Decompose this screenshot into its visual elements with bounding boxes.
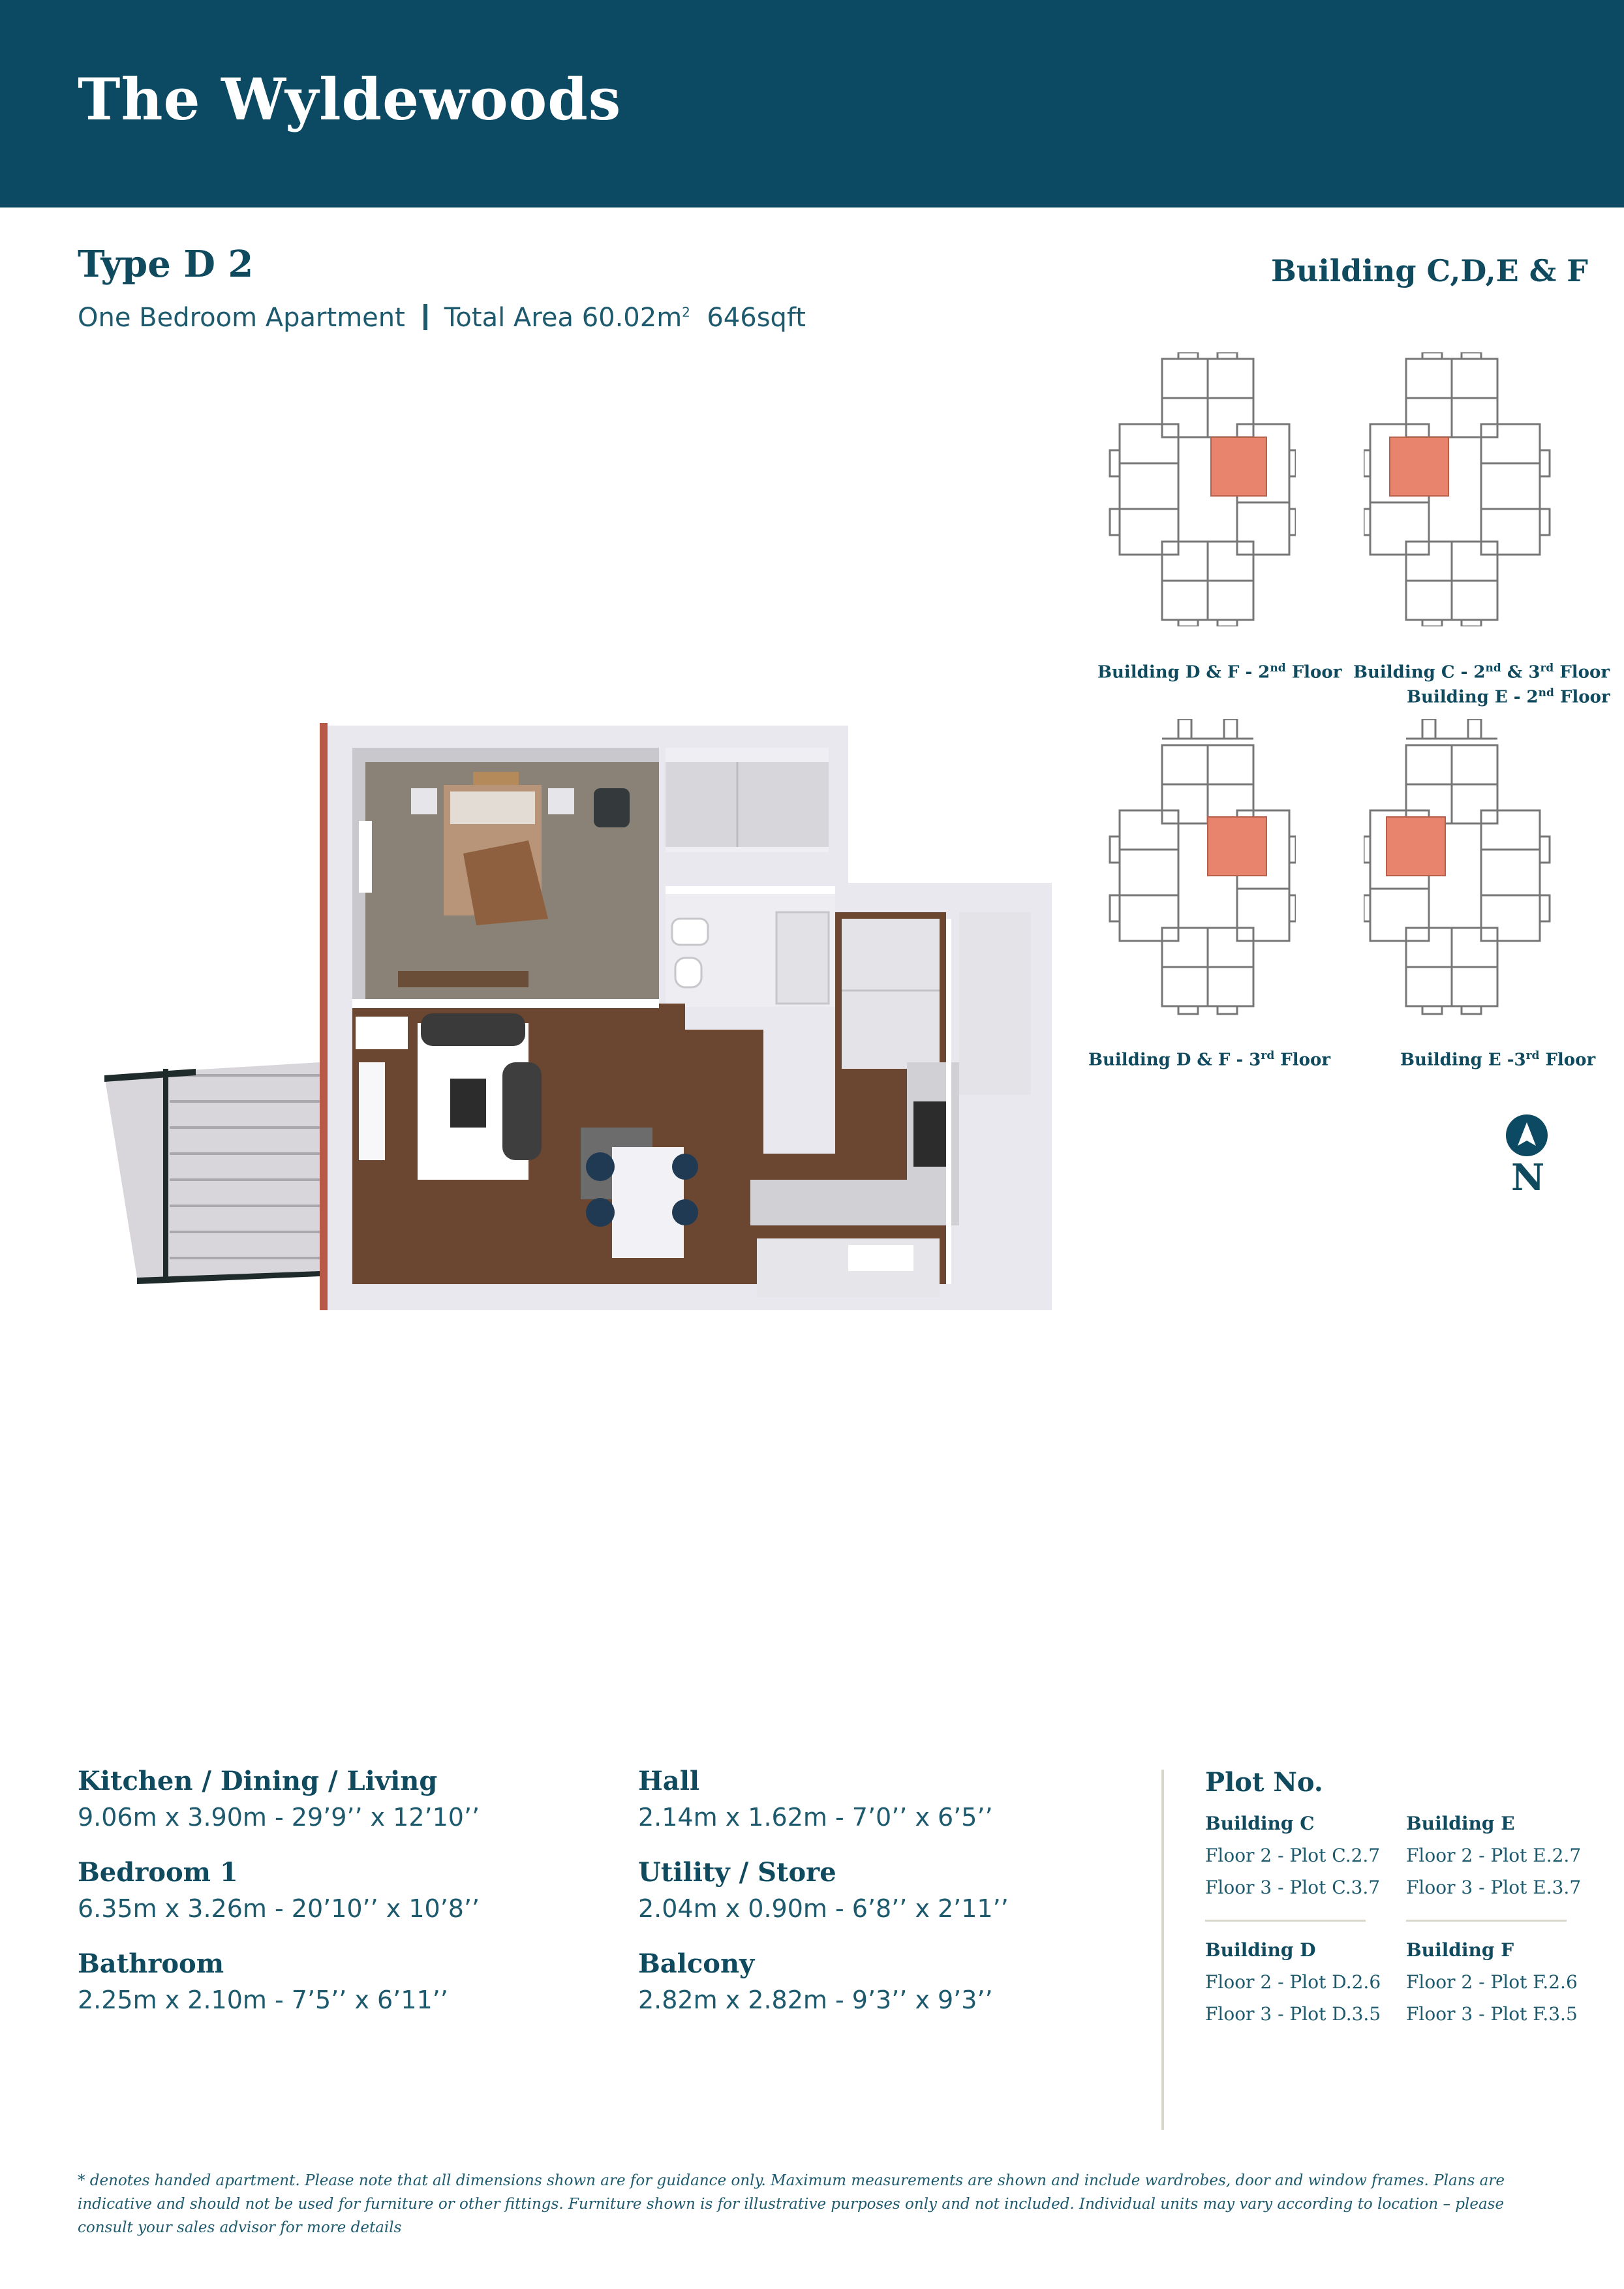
room-dimensions: 2.04m x 0.90m - 6’8’’ x 2’11’’ — [638, 1894, 1009, 1923]
room-dimensions: 2.25m x 2.10m - 7’5’’ x 6’11’’ — [78, 1986, 448, 2014]
keyplan-d-f-2nd-floor — [1107, 352, 1296, 626]
room-name: Hall — [638, 1766, 700, 1796]
plot-line: Floor 3 - Plot C.3.7 — [1205, 1877, 1381, 1898]
keyplan-c-e-floors — [1364, 352, 1553, 626]
room-name: Balcony — [638, 1948, 755, 1979]
room-dimensions: 2.82m x 2.82m - 9’3’’ x 9’3’’ — [638, 1986, 993, 2014]
apartment-type-title: Type D 2 — [78, 243, 254, 286]
plot-line: Floor 2 - Plot E.2.7 — [1406, 1845, 1582, 1866]
room-name: Bedroom 1 — [78, 1857, 238, 1888]
plot-line: Floor 3 - Plot F.3.5 — [1406, 2003, 1578, 2025]
room-utility-store — [638, 1857, 1009, 1923]
keyplan-d-f-3rd-floor — [1107, 719, 1296, 1019]
plot-no-title: Plot No. — [1205, 1767, 1323, 1798]
separator-bar — [423, 304, 427, 330]
area-unit-sup: 2 — [682, 304, 690, 320]
plot-line: Floor 3 - Plot D.3.5 — [1205, 2003, 1381, 2025]
plot-divider — [1205, 1920, 1366, 1922]
plot-line: Floor 2 - Plot D.2.6 — [1205, 1971, 1381, 1993]
sofa — [421, 1013, 525, 1046]
plot-divider — [1406, 1920, 1567, 1922]
buildings-heading: Building C,D,E & F — [1271, 253, 1588, 288]
plot-group-building-f — [1406, 1939, 1578, 2025]
external-wall — [320, 723, 328, 1310]
room-kitchen-dining-living — [78, 1766, 480, 1832]
keyplan-label-3: Building D & F - 3rd Floor — [1088, 1049, 1331, 1070]
plot-line: Floor 2 - Plot C.2.7 — [1205, 1845, 1381, 1866]
room-name: Bathroom — [78, 1948, 224, 1979]
keyplan-label-2b: Building E - 2nd Floor — [1407, 686, 1610, 707]
room-dimensions: 2.14m x 1.62m - 7’0’’ x 6’5’’ — [638, 1803, 993, 1832]
room-name: Kitchen / Dining / Living — [78, 1766, 438, 1796]
area-sqft: 646sqft — [707, 303, 806, 333]
section-divider — [1161, 1770, 1164, 2130]
plot-line: Floor 2 - Plot F.2.6 — [1406, 1971, 1578, 1993]
apartment-subtitle — [78, 303, 806, 333]
balcony — [104, 1062, 320, 1284]
keyplan-e-3rd-floor — [1364, 719, 1553, 1019]
header-banner — [0, 0, 1624, 207]
north-arrow-icon — [1506, 1114, 1548, 1156]
apartment-description: One Bedroom Apartment — [78, 303, 405, 333]
plot-building-name: Building C — [1205, 1813, 1315, 1834]
room-balcony — [638, 1948, 993, 2014]
keyplan-label-2: Building C - 2nd & 3rd Floor — [1353, 662, 1610, 683]
plot-building-name: Building F — [1406, 1939, 1514, 1961]
disclaimer-text: * denotes handed apartment. Please note that all dimensions shown are for guidance only. Maximum measurements are shown and include wardrobes, door and window frames. Plans are indicative and should not be used for furniture or other fittings. Furniture shown is for illustrative purposes only and not included. Individual units may vary according to location – please consult your sales advisor for more details — [78, 2172, 1505, 2236]
keyplan-label-4: Building E -3rd Floor — [1400, 1049, 1596, 1070]
plot-building-name: Building E — [1406, 1813, 1515, 1834]
room-name: Utility / Store — [638, 1857, 836, 1888]
plot-group-building-c — [1205, 1813, 1381, 1898]
kitchen-dining-living — [352, 1004, 763, 1284]
room-dimensions: 9.06m x 3.90m - 29’9’’ x 12’10’’ — [78, 1803, 480, 1832]
floor-plan-render — [98, 723, 1057, 1323]
room-bedroom-1 — [78, 1857, 480, 1923]
plot-building-name: Building D — [1205, 1939, 1316, 1961]
room-hall — [638, 1766, 993, 1832]
total-area: Total Area 60.02m — [444, 303, 682, 333]
plot-group-building-d — [1205, 1939, 1381, 2025]
compass-letter: N — [1511, 1156, 1545, 1199]
development-title: The Wyldewoods — [78, 65, 622, 133]
room-bathroom — [78, 1948, 448, 2014]
plot-group-building-e — [1406, 1813, 1582, 1898]
plot-line: Floor 3 - Plot E.3.7 — [1406, 1877, 1582, 1898]
room-dimensions: 6.35m x 3.26m - 20’10’’ x 10’8’’ — [78, 1894, 480, 1923]
keyplan-label-1: Building D & F - 2nd Floor — [1097, 662, 1342, 683]
